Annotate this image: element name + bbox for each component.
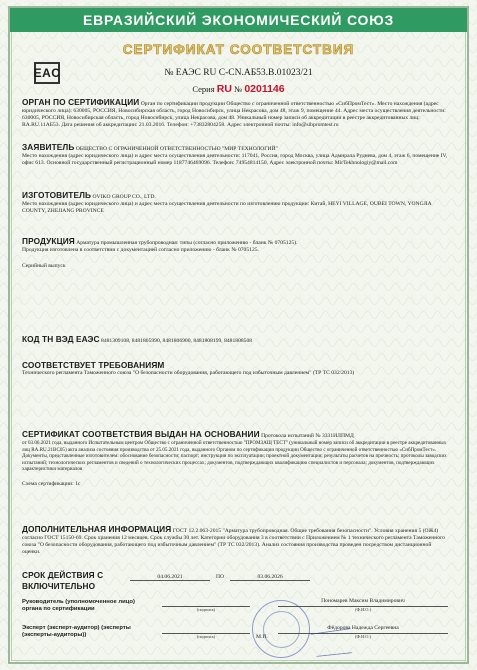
union-title: ЕВРАЗИЙСКИЙ ЭКОНОМИЧЕСКИЙ СОЮЗ [82,12,395,28]
mp-stamp-label: М.П. [256,634,268,640]
head-signatory-name: Пономарев Максим Владимирович [278,598,448,607]
validity-to-label: ПО [216,574,225,580]
series-label: Серия [192,84,215,94]
expert-signature-caption: (подпись) [196,633,216,639]
validity-to-date: 03.06.2026 [230,574,310,581]
manufacturer-label: ИЗГОТОВИТЕЛЬ [22,190,92,200]
expert-signatory-label: Эксперт (эксперт-аудитор) (эксперты (эксперты-аудиторы)) [22,625,131,639]
applicant-text: Место нахождения (адрес юридического лица) и адрес места осуществления деятельности: 117041, Россия, город Москва, улица Адмирала Руднева, дом 4, этаж 6, помещение IV, офис 613. Основной государственный регистрационный номер 1187746469096. Телефон: 74954814150, Адрес электронной почты: MirTekhnologiy@mail.com [22,153,448,166]
manufacturer-name: OVIKO GROUP CO., LTD. [92,194,156,200]
official-seal [252,600,310,658]
requirements-text: Технического регламента Таможенного союза "О безопасности оборудования, работающего под избыточным давлением" (ТР ТС 032/2013) [22,370,355,376]
head-signatory-label: Руководитель (уполномоченное лицо) органа по сертификации [22,598,135,612]
section-additional-info [22,526,450,556]
section-certification-body [22,99,450,129]
basis-label: СЕРТИФИКАТ СООТВЕТСТВИЯ ВЫДАН НА ОСНОВАНИИ [22,429,260,439]
hs-codes-label: КОД ТН ВЭД ЕАЭС [22,334,100,344]
expert-name: Фёдорова Надежда Сергеевна [278,625,448,634]
product-name: Арматура промышленная трубопроводная: типы (согласно приложению - бланк № 0705125). [76,240,298,246]
applicant-label: ЗАЯВИТЕЛЬ [22,142,75,152]
product-text: Продукция изготовлена в соответствии с документацией согласно приложению - бланк № 0705125. [22,247,259,253]
additional-info-label: ДОПОЛНИТЕЛЬНАЯ ИНФОРМАЦИЯ [22,524,172,534]
section-validity [22,570,450,591]
certification-body-label: ОРГАН ПО СЕРТИФИКАЦИИ [22,97,140,107]
hs-codes-value: 8481309108, 8481805990, 8481806900, 8481808199, 8481808508 [101,338,253,344]
section-manufacturer [22,192,450,215]
additional-info-text: ГОСТ 12.2.063-2015 "Арматура трубопроводная. Общие требования безопасности". Условия хранения 5 (ОЖ4) согласно ГОСТ 15150-69. Срок хранения 12 месяцев. Срок службы 30 лет. Категории оборудования 3 в соответствии с Приложением № 1 технического регламента Таможенного союза "О безопасности оборудования, работающего под избыточным давлением" (ТР ТС 032/2013). Анализ состояния производства проведен посредством дистанционной оценки. [22,528,446,555]
manufacturer-text: Место нахождения (адрес юридического лица) и адрес места осуществления деятельности по изготовлению продукции: Китай, HEYI VILLAGE, OUBEI TOWN, YONGJIA COUNTY, ZHEJIANG PROVINCE [22,201,432,214]
applicant-name: ОБЩЕСТВО С ОГРАНИЧЕННОЙ ОТВЕТСТВЕННОСТЬЮ "МИР ТЕХНОЛОГИЙ" [75,146,278,152]
registration-number: № ЕАЭС RU C-CN.АБ53.В.01023/21 [164,68,313,78]
series-line [0,83,477,95]
validity-from-label: СРОК ДЕЙСТВИЯ С [22,570,104,580]
eac-mark-text: EAC [33,66,61,80]
head-signature-caption: (подпись) [196,607,216,612]
validity-from-date: 04.06.2021 [130,574,210,581]
section-hs-codes [22,336,450,345]
basis-text: от 03.06.2021 года, выданного Испытательным центром Общество с ограниченной ответственностью "ПРОМЗАЩ ТЕСТ" (уникальный номер записи об аккредитации в реестре аккредитованных лиц RA.RU.21ВС05) акта анализа состояния производства от 25.05.2021 года, выданного Органом по сертификации продукции Общество с ограниченной ответственностью «СибПромТест». Документы, представленные изготовителем: обоснование безопасности; паспорт; инструкции по эксплуатации; проектной документации; результаты расчетов на прочность; протоколы заводских испытаний; технологических регламентов и сведений о технологических процессах; документов, подтверждающих квалификацию специалистов и персонала; документов, подтверждающих характеристики материалов [22,440,447,473]
certificate-title: СЕРТИФИКАТ СООТВЕТСТВИЯ [122,42,355,57]
section-product [22,238,450,270]
release-type: Серийный выпуск [22,263,66,269]
validity-inclusive-label: ВКЛЮЧИТЕЛЬНО [22,581,96,591]
section-requirements [22,360,450,377]
series-number: 0201146 [244,83,285,95]
series-no-label: № [234,84,243,94]
product-label: ПРОДУКЦИЯ [22,236,75,246]
signatures-block [22,594,452,639]
head-signature-line [162,598,250,607]
certification-scheme: Схема сертификации: 1с [22,480,81,487]
requirements-label: СООТВЕТСТВУЕТ ТРЕБОВАНИЯМ [22,360,165,370]
section-basis [22,431,450,488]
expert-fio-caption: (Ф.И.О.) [354,633,372,639]
certification-body-text: Орган по сертификации продукции Общество с ограниченной ответственностью «СибПромТест». Место нахождения (адрес юридического лица): 630005, РОССИЯ, Новосибирская область, город Новосибирск, улица Некрасова, дом 48, этаж 9, помещение 44. Адрес места осуществления деятельности: 630005, РОССИЯ, Новосибирская область, город Новосибирск, улица Некрасова, дом 48. Уникальный номер записи об аккредитации в реестре аккредитованных лиц: RA.RU.11АБ53. Дата решения об аккредитации: 21.03.2016. Телефон: +73832804258. Адрес электронной почты: info@sibpromtest.ru [22,101,446,128]
expert-signature-line [162,625,250,634]
basis-lead: Протокола испытаний № 3331ИЛПМД [261,433,354,439]
section-applicant [22,144,450,167]
union-title-band [10,8,467,32]
head-fio-caption: (Ф.И.О.) [354,607,372,612]
series-code: RU [216,83,232,95]
